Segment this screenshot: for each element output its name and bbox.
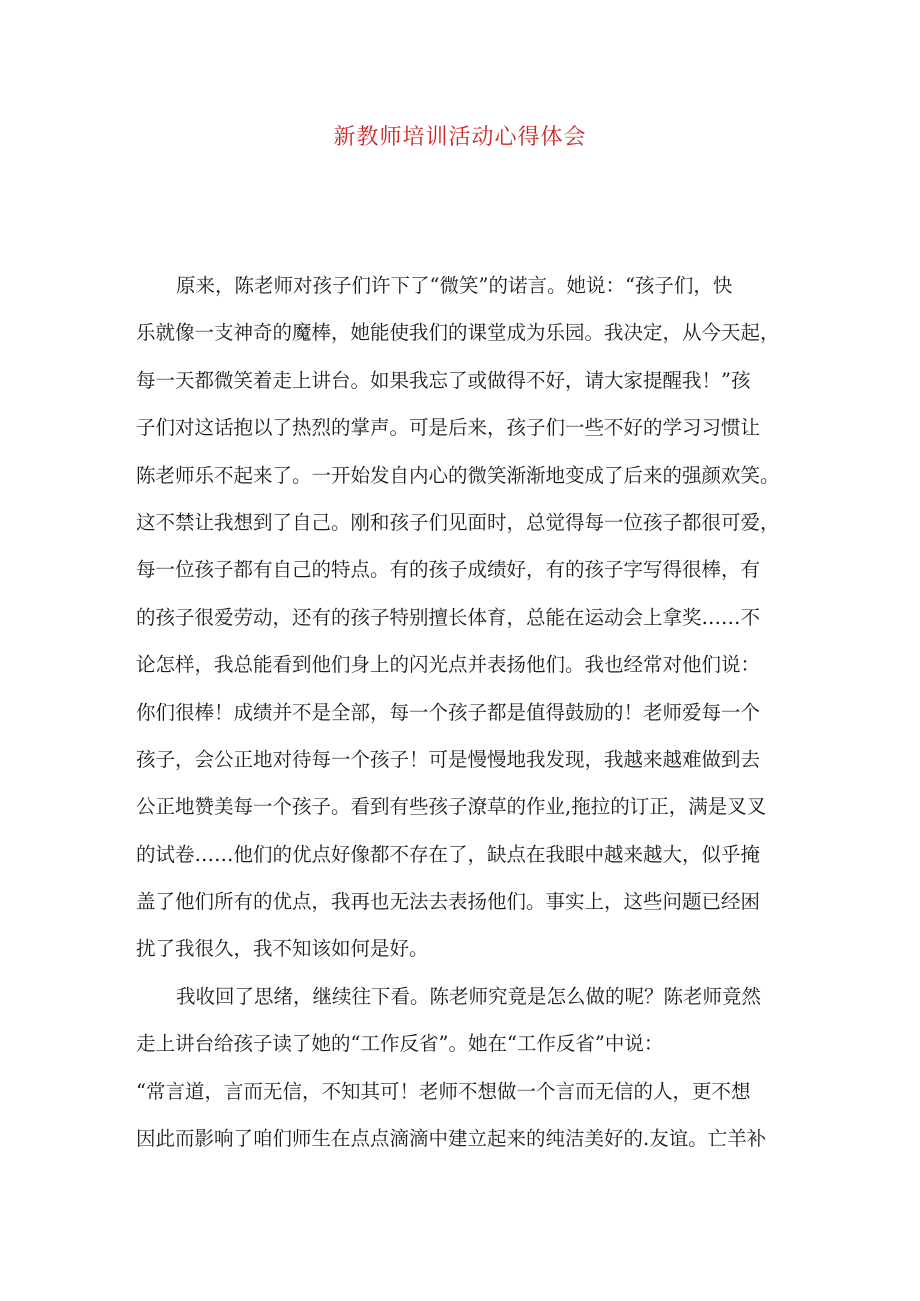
paragraph-line: 走上讲台给孩子读了她的“工作反省”。她在“工作反省”中说： (136, 1032, 664, 1056)
paragraph-line: 扰了我很久，我不知该如何是好。 (136, 937, 429, 961)
paragraph-line: 陈老师乐不起来了。一开始发自内心的微笑渐渐地变成了后来的强颜欢笑。 (136, 463, 780, 487)
document-title: 新教师培训活动心得体会 (333, 125, 587, 150)
paragraph-line: 子们对这话抱以了热烈的掌声。可是后来，孩子们一些不好的学习习惯让 (136, 416, 761, 440)
paragraph-line: 的试卷……他们的优点好像都不存在了，缺点在我眼中越来越大，似乎掩 (136, 842, 761, 866)
paragraph-line: 论怎样，我总能看到他们身上的闪光点并表扬他们。我也经常对他们说： (136, 653, 761, 677)
paragraph-line: 公正地赞美每一个孩子。看到有些孩子潦草的作业,拖拉的订正，满是叉叉 (136, 795, 767, 819)
document-body (136, 262, 796, 1162)
paragraph-line: 原来，陈老师对孩子们许下了“微笑”的诺言。她说：“孩子们，快 (176, 274, 733, 297)
paragraph-line: 的孩子很爱劳动，还有的孩子特别擅长体育，总能在运动会上拿奖……不 (136, 605, 761, 629)
paragraph-line: 每一位孩子都有自己的特点。有的孩子成绩好，有的孩子字写得很棒，有 (136, 558, 761, 582)
paragraph-line: 这不禁让我想到了自己。刚和孩子们见面时，总觉得每一位孩子都很可爱， (136, 510, 780, 534)
paragraph-line: 每一天都微笑着走上讲台。如果我忘了或做得不好，请大家提醒我！”孩 (136, 368, 751, 392)
paragraph-line: 我收回了思绪，继续往下看。陈老师究竟是怎么做的呢？陈老师竟然 (176, 984, 762, 1008)
paragraph-line: 孩子，会公正地对待每一个孩子！可是慢慢地我发现，我越来越难做到去 (136, 747, 761, 771)
paragraph-line: 乐就像一支神奇的魔棒，她能使我们的课堂成为乐园。我决定，从今天起， (136, 321, 780, 345)
paragraph-line: 你们很棒！成绩并不是全部，每一个孩子都是值得鼓励的！老师爱每一个 (136, 700, 761, 724)
paragraph-line: “常言道，言而无信，不知其可！老师不想做一个言而无信的人，更不想 (136, 1079, 751, 1103)
paragraph-line: 因此而影响了咱们师生在点点滴滴中建立起来的纯洁美好的.友谊。亡羊补 (136, 1127, 767, 1151)
paragraph-line: 盖了他们所有的优点，我再也无法去表扬他们。事实上，这些问题已经困 (136, 890, 761, 914)
